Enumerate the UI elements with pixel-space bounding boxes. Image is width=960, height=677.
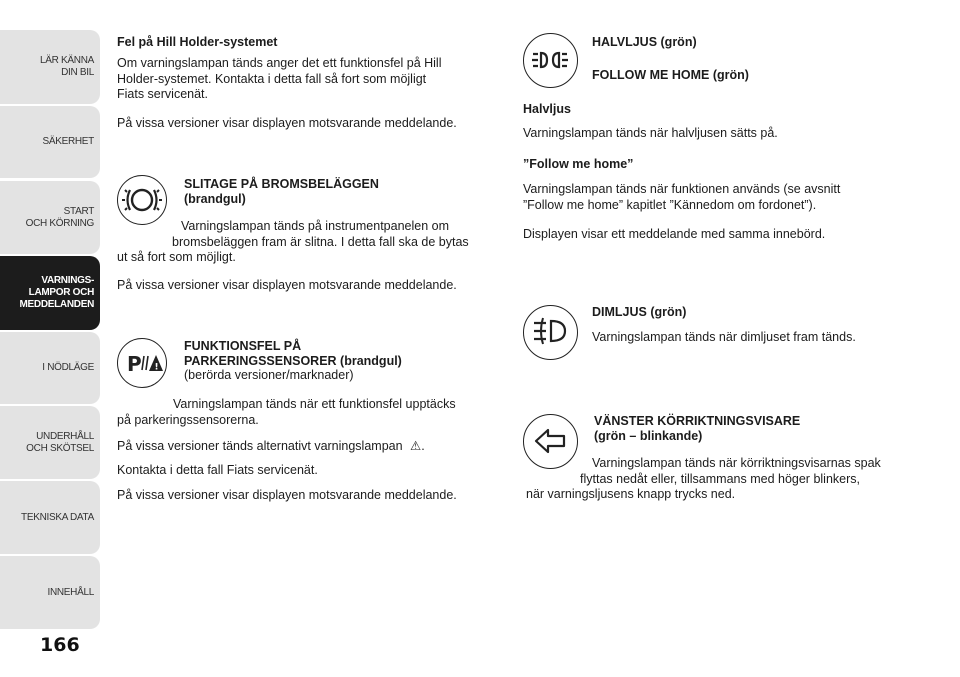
tab-label-line: UNDERHÅLL xyxy=(36,430,94,442)
turn-signal-title xyxy=(594,414,800,444)
low-beam-subheading: Halvljus xyxy=(523,102,571,116)
tab-label-line: INNEHÅLL xyxy=(47,586,94,598)
follow-me-home-paragraph xyxy=(523,182,840,213)
tab-label-line: OCH KÖRNING xyxy=(25,217,94,229)
title-line: FUNKTIONSFEL PÅ xyxy=(184,339,302,353)
follow-me-home-subheading: ”Follow me home” xyxy=(523,157,634,171)
tab-label-line: MEDDELANDEN xyxy=(19,299,94,310)
front-fog-light-icon xyxy=(523,305,578,360)
text-line: på parkeringssensorerna. xyxy=(117,412,259,427)
tab-label-line: DIN BIL xyxy=(61,67,94,78)
text-line: Varningslampan tänds på instrumentpanelen om xyxy=(181,219,449,233)
chapter-tab-sakerhet[interactable] xyxy=(0,106,100,178)
chapter-tab-i-nodlage[interactable] xyxy=(0,332,100,404)
text-line: flyttas nedåt eller, tillsammans med höger blinkers, xyxy=(580,471,860,486)
text-line: Om varningslampan tänds anger det ett funktionsfel på Hill xyxy=(117,56,442,70)
hill-holder-paragraph xyxy=(117,56,441,103)
text-line: Fiats servicenät. xyxy=(117,87,209,101)
follow-me-home-title: FOLLOW ME HOME (grön) xyxy=(592,68,749,82)
brake-pad-title xyxy=(184,177,379,207)
chapter-tab-underhall[interactable] xyxy=(0,406,100,479)
tab-label-line: TEKNISKA DATA xyxy=(21,511,94,523)
title-line: VÄNSTER KÖRRIKTNINGSVISARE xyxy=(594,414,801,428)
tab-label-line: VARNINGS- xyxy=(41,275,94,286)
chapter-tab-start[interactable] xyxy=(0,181,100,254)
brake-pad-wear-icon xyxy=(117,175,167,225)
low-beam-icon xyxy=(523,33,578,88)
hill-holder-display-note: På vissa versioner visar displayen motsvarande meddelande. xyxy=(117,116,457,130)
title-line: PARKERINGSSENSORER (brandgul) xyxy=(184,353,402,368)
tab-label-line: LÄR KÄNNA xyxy=(40,55,94,66)
parking-sensor-paragraph xyxy=(117,397,456,428)
page-number: 166 xyxy=(40,634,80,656)
text-segment: På vissa versioner tänds alternativt varningslampan xyxy=(117,439,403,453)
fog-text: Varningslampan tänds när dimljuset fram tänds. xyxy=(592,330,856,344)
parking-sensor-alt-lamp xyxy=(117,439,425,455)
text-line: ut så fort som möjligt. xyxy=(117,250,236,264)
turn-signal-paragraph xyxy=(526,456,881,503)
text-line: Varningslampan tänds när körriktningsvisarnas spak xyxy=(592,456,881,470)
tab-label-line: SÄKERHET xyxy=(42,136,94,147)
chapter-tab-tekniska-data[interactable] xyxy=(0,481,100,554)
parking-sensor-contact: Kontakta i detta fall Fiats servicenät. xyxy=(117,463,318,477)
low-beam-title-1: HALVLJUS (grön) xyxy=(592,35,697,49)
tab-label-line: I NÖDLÄGE xyxy=(42,362,94,373)
title-line: (brandgul) xyxy=(184,192,246,206)
text-line: ”Follow me home” kapitlet ”Kännedom om fordonet”). xyxy=(523,197,817,212)
text-line: Varningslampan tänds när funktionen används (se avsnitt xyxy=(523,182,841,196)
parking-sensor-fault-icon xyxy=(117,338,167,388)
chapter-tab-innehall[interactable] xyxy=(0,556,100,629)
svg-text:P: P xyxy=(127,352,142,376)
title-line: SLITAGE PÅ BROMSBELÄGGEN xyxy=(184,177,379,191)
title-line: (grön – blinkande) xyxy=(594,429,703,443)
hill-holder-heading: Fel på Hill Holder-systemet xyxy=(117,35,278,49)
low-beam-text: Varningslampan tänds när halvljusen sätts på. xyxy=(523,126,778,140)
text-line: bromsbeläggen fram är slitna. I detta fall ska de bytas xyxy=(172,234,469,249)
tab-label-line: LAMPOR OCH xyxy=(28,287,94,298)
tab-label-line: OCH SKÖTSEL xyxy=(26,442,94,454)
text-line: Varningslampan tänds när ett funktionsfel upptäcks xyxy=(173,397,456,411)
text-segment: . xyxy=(421,439,425,453)
follow-me-home-display-note: Displayen visar ett meddelande med samma innebörd. xyxy=(523,227,826,241)
fog-title: DIMLJUS (grön) xyxy=(592,305,687,319)
text-line: Holder-systemet. Kontakta i detta fall så fort som möjligt xyxy=(117,71,427,86)
svg-text:!: ! xyxy=(154,362,159,373)
brake-pad-paragraph xyxy=(117,219,497,266)
tab-label-line: START xyxy=(63,205,94,217)
parking-sensor-display-note: På vissa versioner visar displayen motsvarande meddelande. xyxy=(117,488,457,502)
parking-sensor-title xyxy=(184,339,402,383)
chapter-tab-lar-kanna[interactable] xyxy=(0,30,100,104)
title-line: (berörda versioner/marknader) xyxy=(184,368,354,382)
brake-pad-display-note: På vissa versioner visar displayen motsvarande meddelande. xyxy=(117,278,457,292)
warning-triangle-icon: ⚠ xyxy=(410,439,422,453)
text-line: när varningsljusens knapp trycks ned. xyxy=(526,487,736,501)
chapter-tab-varningslampor[interactable] xyxy=(0,256,100,330)
